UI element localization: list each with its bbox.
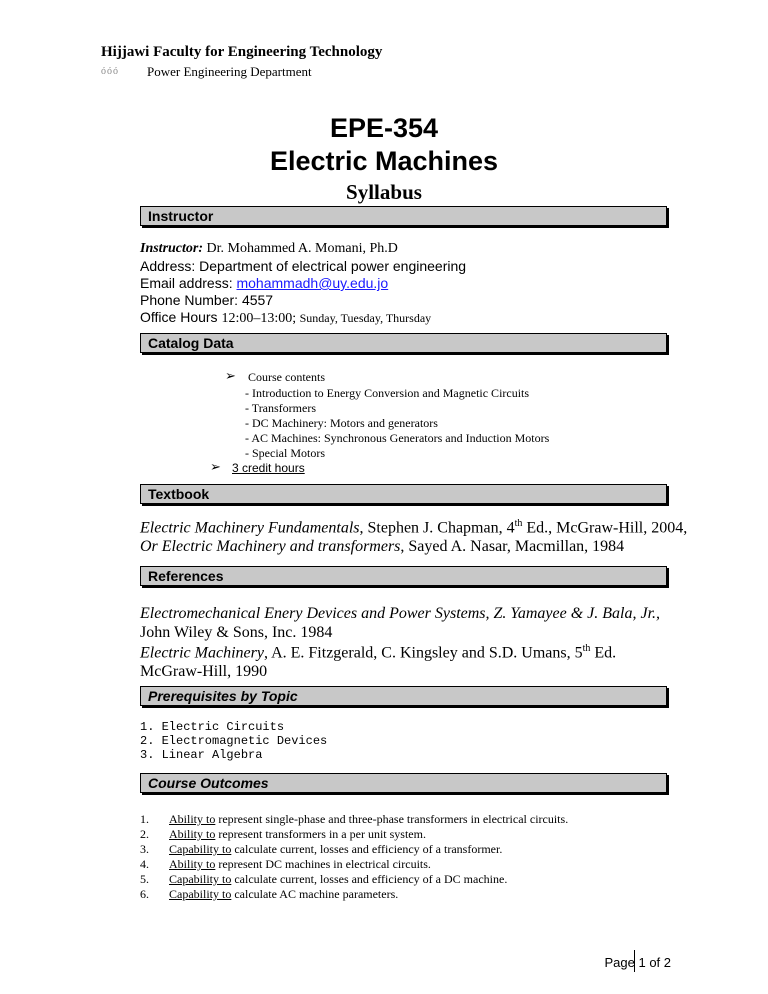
textbook-title: Electric Machinery Fundamentals bbox=[140, 519, 360, 537]
outcome-lead: Ability to bbox=[169, 827, 216, 841]
catalog-item: - AC Machines: Synchronous Generators and Induction Motors bbox=[245, 431, 550, 445]
prerequisite-item: 2. Electromagnetic Devices bbox=[140, 734, 328, 748]
catalog-item: - Introduction to Energy Conversion and Magnetic Circuits bbox=[245, 386, 530, 400]
section-heading: Prerequisites by Topic bbox=[148, 688, 298, 704]
alt-textbook-details: , Sayed A. Nasar, Macmillan, 1984 bbox=[400, 538, 625, 555]
credit-hours: 3 credit hours bbox=[232, 461, 305, 475]
outcome-item bbox=[169, 887, 398, 902]
section-heading: References bbox=[148, 568, 224, 584]
superscript: th bbox=[582, 643, 591, 654]
course-contents-label: Course contents bbox=[248, 370, 325, 384]
arrow-bullet-icon: ➢ bbox=[210, 459, 221, 474]
outcome-lead: Capability to bbox=[169, 872, 232, 886]
catalog-item: - Transformers bbox=[245, 401, 316, 415]
course-name: Electric Machines bbox=[269, 146, 499, 176]
outcome-lead: Capability to bbox=[169, 842, 232, 856]
section-outcomes bbox=[140, 773, 667, 793]
outcome-item bbox=[169, 872, 507, 887]
textbook-line-2 bbox=[140, 538, 624, 556]
section-heading: Instructor bbox=[148, 208, 214, 224]
outcome-text: calculate current, losses and efficiency of a DC machine. bbox=[231, 872, 508, 886]
reference-title: Electromechanical Enery Devices and Power Systems, Z. Yamayee & J. Bala, Jr., bbox=[140, 605, 661, 622]
reference-authors: , A. E. Fitzgerald, C. Kingsley and S.D. Umans, 5 bbox=[263, 644, 583, 662]
outcome-number: 3. bbox=[140, 842, 149, 856]
reference-2-publisher: McGraw-Hill, 1990 bbox=[140, 663, 268, 680]
section-prerequisites bbox=[140, 686, 667, 706]
section-references bbox=[140, 566, 667, 586]
prerequisite-item: 1. Electric Circuits bbox=[140, 720, 285, 734]
textbook-publisher: Ed., McGraw-Hill, 2004, bbox=[522, 519, 688, 537]
reference-2 bbox=[140, 643, 616, 662]
instructor-name: Dr. Mohammed A. Momani, Ph.D bbox=[203, 241, 398, 256]
outcome-text: represent single-phase and three-phase transformers in electrical circuits. bbox=[215, 812, 569, 826]
superscript: th bbox=[514, 518, 523, 529]
outcome-item bbox=[169, 842, 502, 857]
office-hours bbox=[140, 309, 431, 327]
outcome-text: represent DC machines in electrical circuits. bbox=[215, 857, 431, 871]
alt-textbook-title: Or Electric Machinery and transformers bbox=[140, 538, 401, 555]
reference-title: Electric Machinery bbox=[140, 644, 264, 662]
outcome-item bbox=[169, 812, 568, 827]
office-hours-label: Office Hours bbox=[140, 309, 222, 325]
outcome-number: 1. bbox=[140, 812, 149, 826]
outcome-number: 5. bbox=[140, 872, 149, 886]
section-heading: Catalog Data bbox=[148, 335, 234, 351]
section-instructor bbox=[140, 206, 667, 226]
reference-1-publisher: John Wiley & Sons, Inc. 1984 bbox=[140, 624, 333, 641]
instructor-line bbox=[140, 241, 398, 257]
reference-1-title bbox=[140, 605, 660, 623]
textbook-line-1 bbox=[140, 518, 687, 537]
reference-edition: Ed. bbox=[590, 644, 617, 662]
section-heading: Textbook bbox=[148, 486, 210, 502]
phone-number: Phone Number: 4557 bbox=[140, 292, 274, 308]
catalog-item: - Special Motors bbox=[245, 446, 325, 460]
outcome-lead: Ability to bbox=[169, 812, 216, 826]
email-line bbox=[140, 275, 388, 291]
outcome-item bbox=[169, 857, 431, 872]
prerequisite-item: 3. Linear Algebra bbox=[140, 748, 263, 762]
outcome-number: 4. bbox=[140, 857, 149, 871]
outcome-lead: Ability to bbox=[169, 857, 216, 871]
outcome-text: represent transformers in a per unit system. bbox=[215, 827, 426, 841]
office-hours-time: 12:00–13:00; bbox=[221, 311, 300, 326]
outcome-text: calculate AC machine parameters. bbox=[231, 887, 399, 901]
document-type: Syllabus bbox=[346, 180, 422, 204]
department-name: Power Engineering Department bbox=[147, 64, 312, 79]
email-link[interactable]: mohammadh@uy.edu.jo bbox=[236, 275, 389, 291]
outcome-text: calculate current, losses and efficiency of a transformer. bbox=[231, 842, 503, 856]
catalog-item: - DC Machinery: Motors and generators bbox=[245, 416, 438, 430]
instructor-label: Instructor: bbox=[140, 241, 204, 256]
office-hours-days: Sunday, Tuesday, Thursday bbox=[299, 311, 432, 325]
header-decoration: óóó bbox=[101, 66, 119, 77]
outcome-lead: Capability to bbox=[169, 887, 232, 901]
section-catalog bbox=[140, 333, 667, 353]
email-label: Email address: bbox=[140, 275, 237, 291]
outcome-item bbox=[169, 827, 426, 842]
outcome-number: 6. bbox=[140, 887, 149, 901]
instructor-address: Address: Department of electrical power engineering bbox=[140, 258, 467, 274]
arrow-bullet-icon: ➢ bbox=[225, 368, 236, 383]
course-code: EPE-354 bbox=[329, 113, 439, 143]
page-number: Page 1 of 2 bbox=[604, 955, 671, 970]
outcome-number: 2. bbox=[140, 827, 149, 841]
section-textbook bbox=[140, 484, 667, 504]
textbook-author: , Stephen J. Chapman, 4 bbox=[359, 519, 515, 537]
section-heading: Course Outcomes bbox=[148, 775, 269, 791]
faculty-name: Hijjawi Faculty for Engineering Technology bbox=[101, 44, 383, 60]
